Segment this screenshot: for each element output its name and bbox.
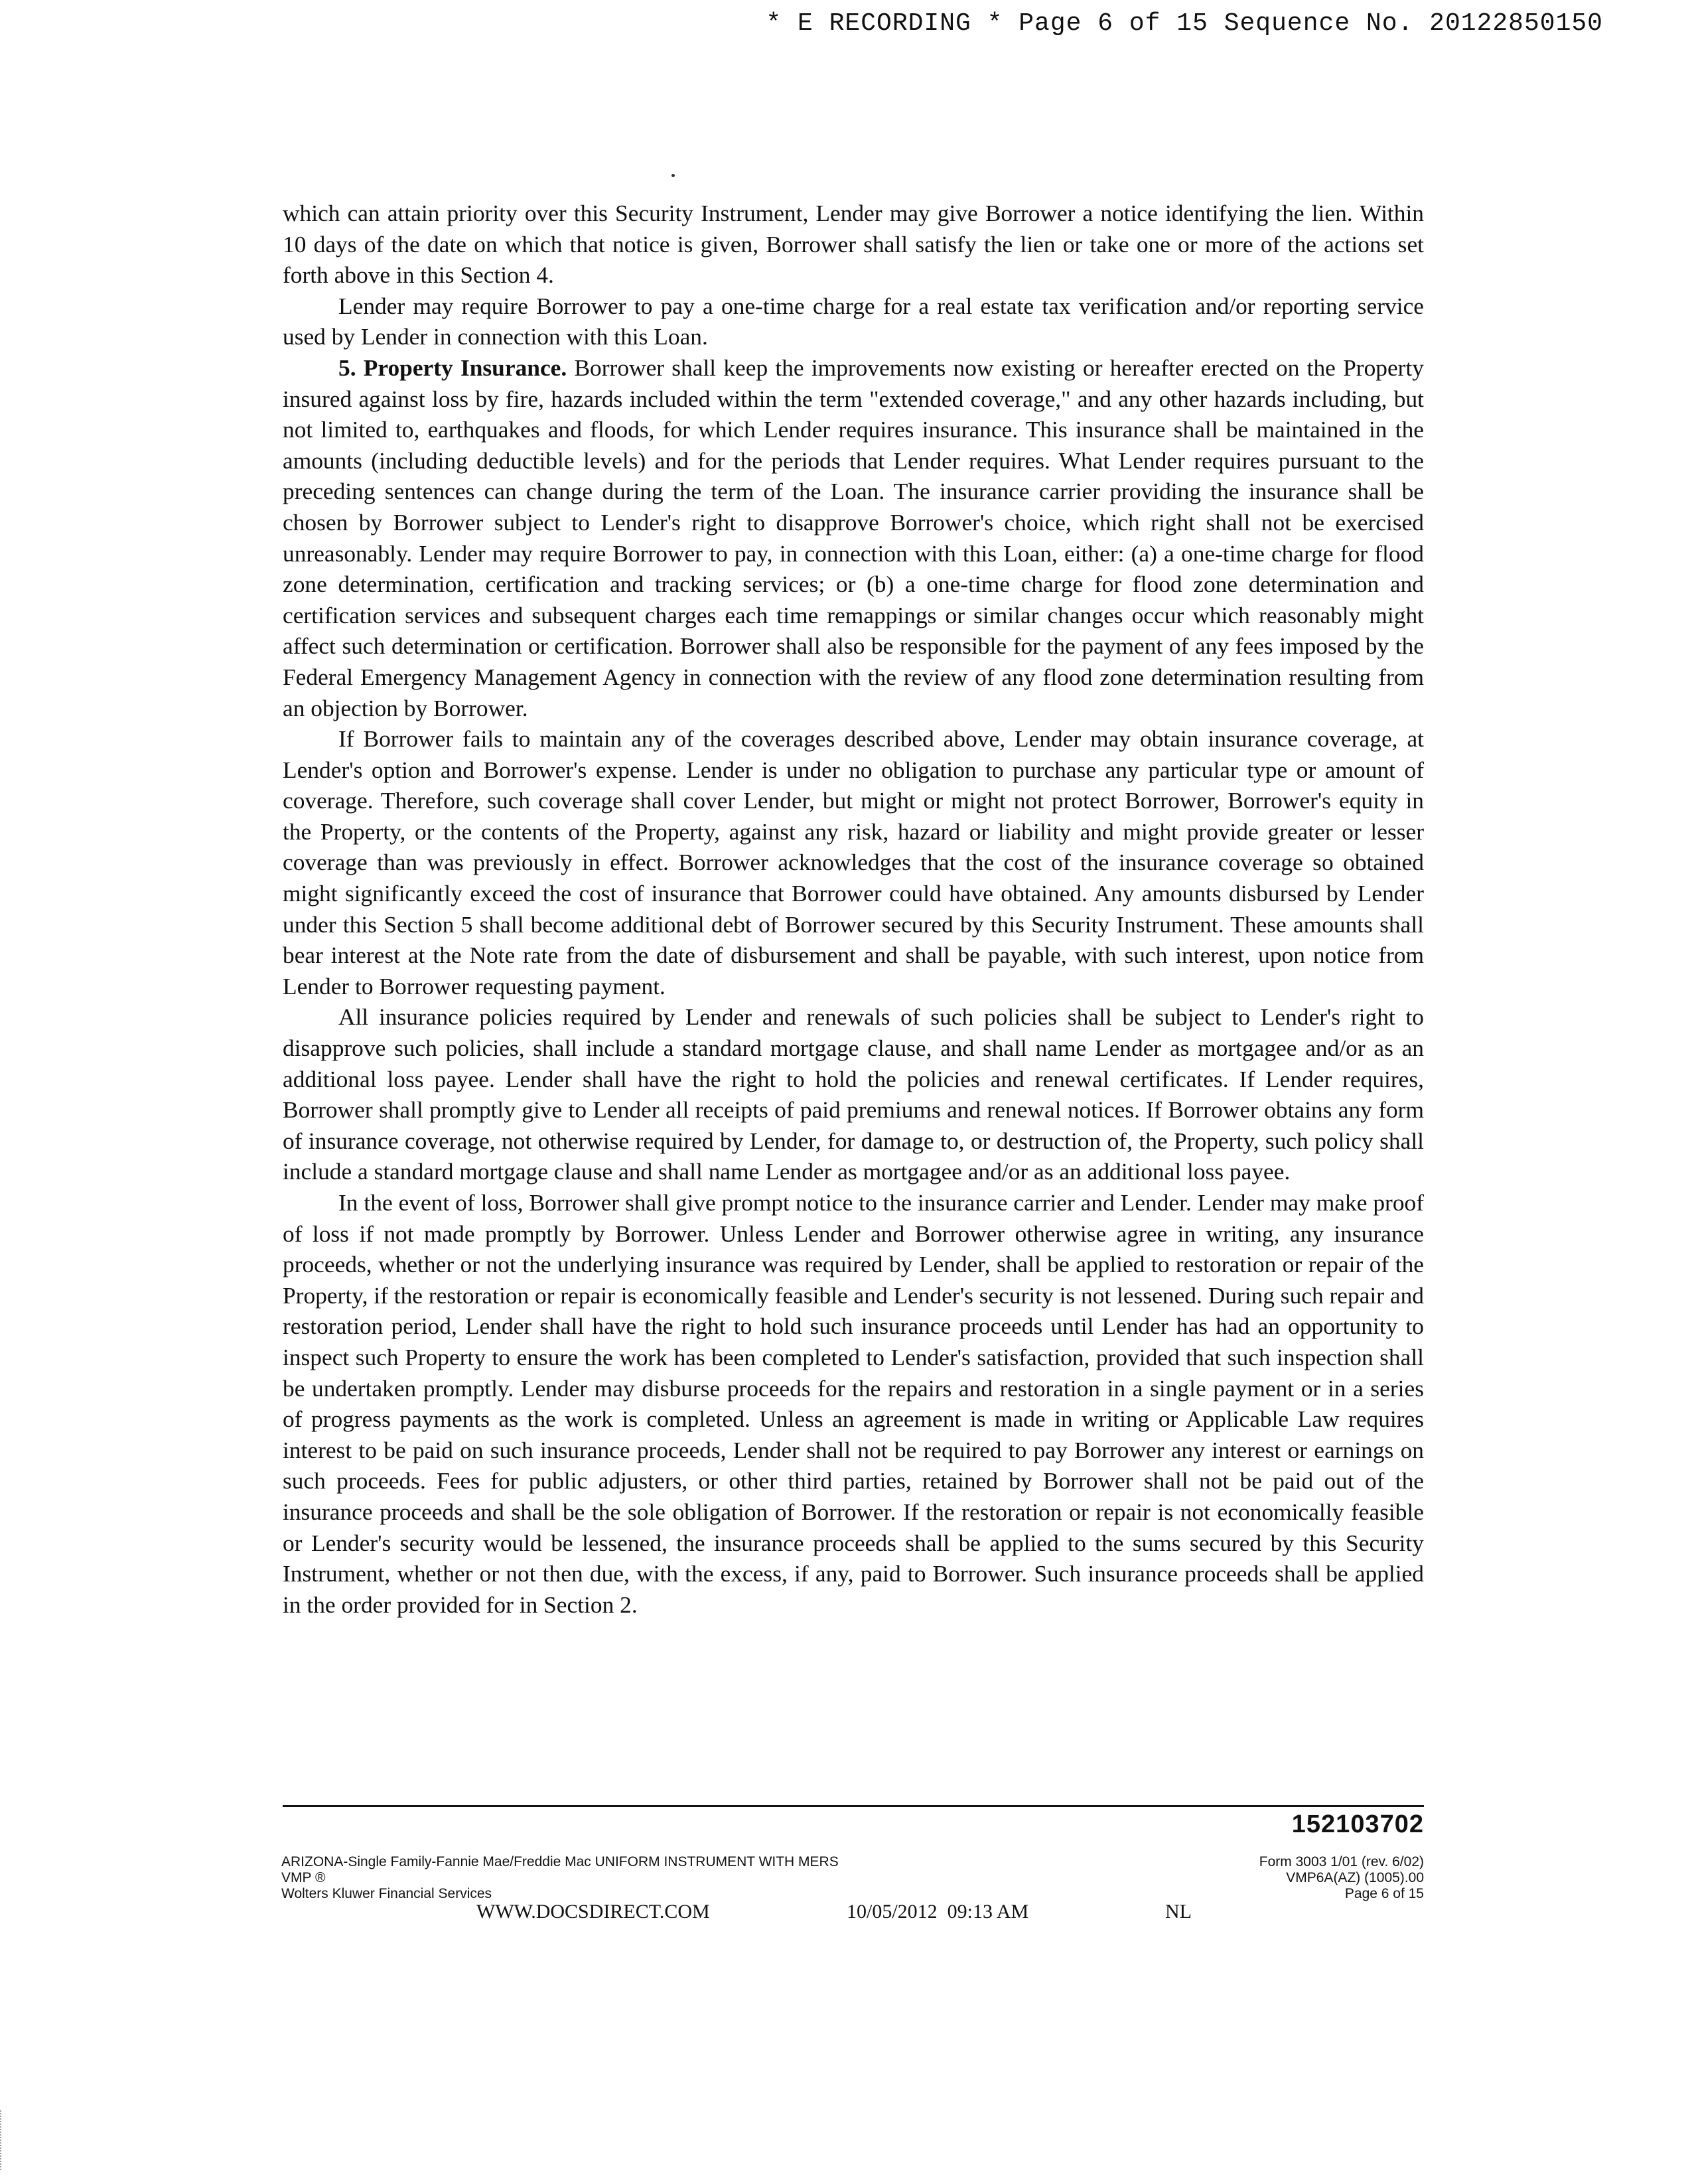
loan-number: 152103702 bbox=[1291, 1810, 1424, 1838]
stray-mark bbox=[671, 174, 675, 177]
paragraph-insurance-policies: All insurance policies required by Lender and renewals of such policies shall be subject to Lender's right to disapprove such policies, shall include a standard mortgage clause, and shall name Lender as mortgagee and/or as an additional loss payee. Lender shall have the right to hold the policies and renewal certificates. If Lender requires, Borrower shall promptly give to Lender all receipts of paid premiums and renewal notices. If Borrower obtains any form of insurance coverage, not otherwise required by Lender, for damage to, or destruction of, the Property, such policy shall include a standard mortgage clause and shall name Lender as mortgagee and/or as an additional loss payee. bbox=[283, 1003, 1424, 1185]
section-5-text: Borrower shall keep the improvements now existing or hereafter erected on the Property insured against loss by fire, hazards included within the term "extended coverage," and any other hazards including, but not limited to, earthquakes and floods, for which Lender requires insurance. This insurance shall be maintained in the amounts (including deductible levels) and for the periods that Lender requires. What Lender requires pursuant to the preceding sentences can change during the term of the Loan. The insurance carrier providing the insurance shall be chosen by Borrower subject to Lender's right to disapprove Borrower's choice, which right shall not be exercised unreasonably. Lender may require Borrower to pay, in connection with this Loan, either: (a) a one-time charge for flood zone determination, certification and tracking services; or (b) a one-time charge for flood zone determination and certification services and subsequent charges each time remappings or similar changes occur which reasonably might affect such determination or certification. Borrower shall also be responsible for the payment of any fees imposed by the Federal Emergency Management Agency in connection with the review of any flood zone determination resulting from an objection by Borrower. bbox=[283, 354, 1424, 721]
publisher: Wolters Kluwer Financial Services bbox=[281, 1886, 492, 1901]
recording-header: * E RECORDING * Page 6 of 15 Sequence No. 20122850150 bbox=[766, 9, 1603, 38]
section-5-heading: 5. Property Insurance. bbox=[338, 354, 567, 381]
footer-rule bbox=[283, 1805, 1424, 1807]
print-initials: NL bbox=[1165, 1901, 1192, 1923]
form-title: ARIZONA-Single Family-Fannie Mae/Freddie Mac UNIFORM INSTRUMENT WITH MERS bbox=[281, 1854, 839, 1869]
paragraph-lien-notice: which can attain priority over this Security Instrument, Lender may give Borrower a notice identifying the lien. Within 10 days of the date on which that notice is given, Borrower shall satisfy the lien or take one or more of the actions set forth above in this Section 4. bbox=[283, 200, 1424, 289]
form-number: Form 3003 1/01 (rev. 6/02) bbox=[1259, 1854, 1424, 1869]
vmp-mark: VMP ® bbox=[281, 1870, 326, 1885]
paragraph-property-insurance bbox=[283, 352, 1424, 723]
page-indicator: Page 6 of 15 bbox=[1344, 1886, 1424, 1901]
form-code: VMP6A(AZ) (1005).00 bbox=[1286, 1870, 1424, 1885]
paragraph-lender-coverage: If Borrower fails to maintain any of the coverages described above, Lender may obtain insurance coverage, at Lender's option and Borrower's expense. Lender is under no obligation to purchase any particular type or amount of coverage. Therefore, such coverage shall cover Lender, but might or might not protect Borrower, Borrower's equity in the Property, or the contents of the Property, against any risk, hazard or liability and might provide greater or lesser coverage than was previously in effect. Borrower acknowledges that the cost of the insurance coverage so obtained might significantly exceed the cost of insurance that Borrower could have obtained. Any amounts disbursed by Lender under this Section 5 shall become additional debt of Borrower secured by this Security Instrument. These amounts shall bear interest at the Note rate from the date of disbursement and shall be payable, with such interest, upon notice from Lender to Borrower requesting payment. bbox=[283, 725, 1424, 999]
print-timestamp: 10/05/2012 09:13 AM bbox=[847, 1901, 1029, 1923]
footer-form-info-left bbox=[281, 1854, 839, 1902]
paragraph-event-of-loss: In the event of loss, Borrower shall give prompt notice to the insurance carrier and Lender. Lender may make proof of loss if not made promptly by Borrower. Unless Lender and Borrower otherwise agree in writing, any insurance proceeds, whether or not the underlying insurance was required by Lender, shall be applied to restoration or repair of the Property, if the restoration or repair is economically feasible and Lender's security is not lessened. During such repair and restoration period, Lender shall have the right to hold such insurance proceeds until Lender has had an opportunity to inspect such Property to ensure the work has been completed to Lender's satisfaction, provided that such inspection shall be undertaken promptly. Lender may disburse proceeds for the repairs and restoration in a single payment or in a series of progress payments as the work is completed. Unless an agreement is made in writing or Applicable Law requires interest to be paid on such insurance proceeds, Lender shall not be required to pay Borrower any interest or earnings on such proceeds. Fees for public adjusters, or other third parties, retained by Borrower shall not be paid out of the insurance proceeds and shall be the sole obligation of Borrower. If the restoration or repair is not economically feasible or Lender's security would be lessened, the insurance proceeds shall be applied to the sums secured by this Security Instrument, whether or not then due, with the excess, if any, paid to Borrower. Such insurance proceeds shall be applied in the order provided for in Section 2. bbox=[283, 1189, 1424, 1618]
document-body bbox=[283, 198, 1424, 1620]
paragraph-tax-verification: Lender may require Borrower to pay a one-time charge for a real estate tax verification and/or reporting service used by Lender in connection with this Loan. bbox=[283, 292, 1424, 350]
scan-edge-specks bbox=[0, 2110, 4, 2170]
print-website: WWW.DOCSDIRECT.COM bbox=[476, 1901, 710, 1923]
footer-form-info-right bbox=[1259, 1854, 1424, 1902]
